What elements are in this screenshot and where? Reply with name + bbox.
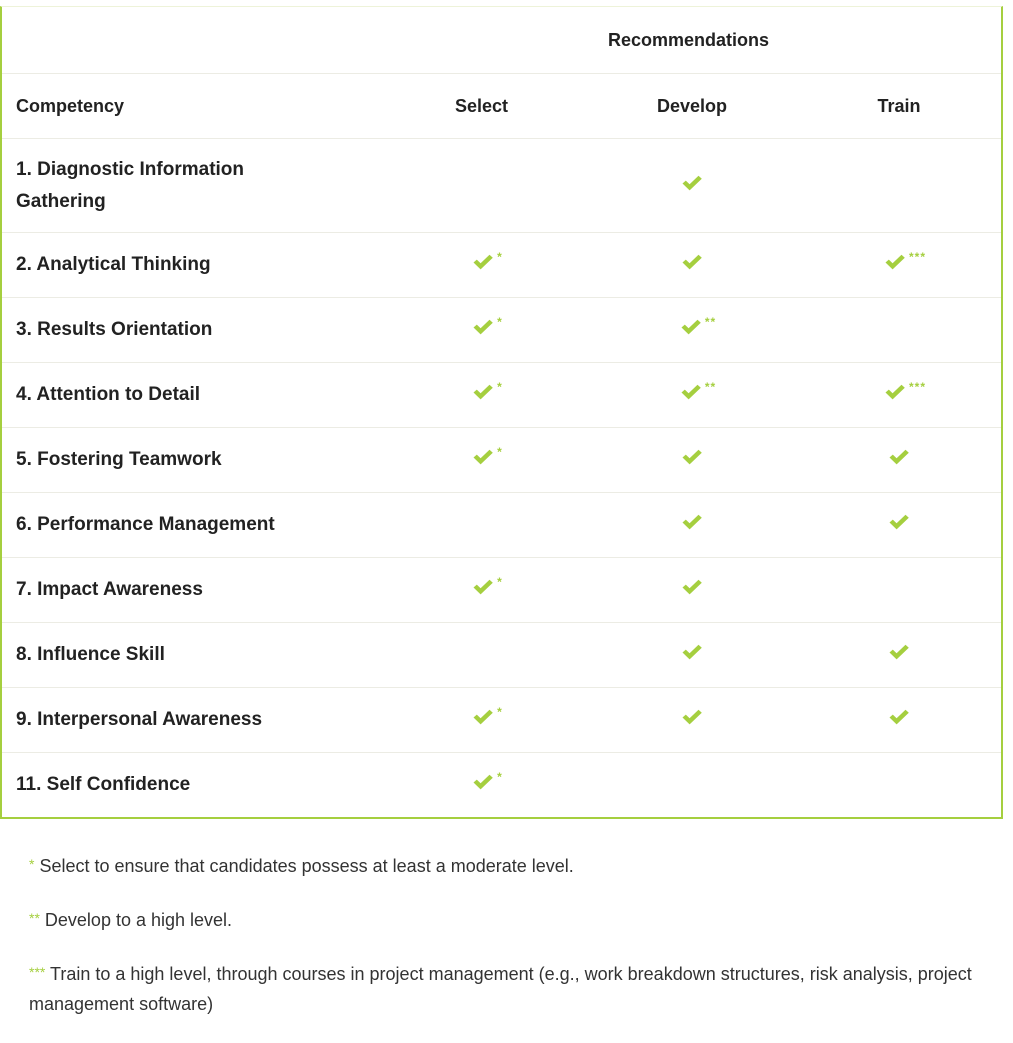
competency-name: 1. Diagnostic Information Gathering [2, 139, 376, 233]
competency-name: 11. Self Confidence [16, 774, 191, 795]
recommendation-mark [472, 250, 503, 271]
footnote-stars: * [497, 445, 503, 459]
recommendation-mark [884, 380, 927, 401]
cell-select [376, 623, 587, 688]
footnote-3 [29, 960, 989, 1019]
table-row [2, 139, 1001, 233]
cell-select [376, 298, 587, 363]
cell-develop [587, 623, 797, 688]
footnote-symbol: ** [29, 910, 40, 926]
footnote-stars: * [497, 315, 503, 329]
cell-develop [587, 363, 797, 428]
competency-name: 8. Influence Skill [2, 623, 376, 688]
recommendations-header: Recommendations [376, 7, 1001, 74]
recommendation-mark [680, 315, 717, 336]
checkmark-icon [472, 383, 494, 401]
footnote-stars: * [497, 380, 503, 394]
recommendation-mark [681, 708, 703, 726]
cell-select [376, 493, 587, 558]
cell-develop [587, 139, 797, 233]
competency-name: 9. Interpersonal Awareness [2, 688, 376, 753]
cell-develop [587, 558, 797, 623]
footnote-symbol: * [29, 856, 35, 872]
recommendation-mark [472, 705, 503, 726]
cell-train [797, 233, 1001, 298]
cell-select [376, 363, 587, 428]
competency-name: 6. Performance Management [2, 493, 376, 558]
footnote-text: Develop to a high level. [39, 910, 233, 930]
recommendation-mark [472, 315, 503, 336]
table-row [2, 688, 1001, 753]
checkmark-icon [888, 513, 910, 531]
footnote-text: Select to ensure that candidates possess at least a moderate level. [34, 856, 574, 876]
cell-train [797, 623, 1001, 688]
footnote-1 [29, 852, 989, 882]
checkmark-icon [888, 708, 910, 726]
checkmark-icon [472, 708, 494, 726]
footnote-stars: ** [704, 380, 717, 394]
competency-table [0, 6, 1003, 819]
competency-name: 4. Attention to Detail [2, 363, 376, 428]
cell-train [797, 298, 1001, 363]
recommendation-mark [888, 643, 910, 661]
recommendation-mark [472, 380, 503, 401]
recommendation-mark [472, 445, 503, 466]
recommendation-mark [888, 708, 910, 726]
column-header-train: Train [797, 74, 1001, 139]
table-row [2, 493, 1001, 558]
checkmark-icon [681, 708, 703, 726]
checkmark-icon [681, 174, 703, 192]
checkmark-icon [472, 318, 494, 336]
table-row [2, 623, 1001, 688]
checkmark-icon [680, 383, 702, 401]
footnote-stars: * [497, 575, 503, 589]
checkmark-icon [681, 643, 703, 661]
competency-name: 5. Fostering Teamwork [2, 428, 376, 493]
cell-select [376, 688, 587, 753]
cell-develop [587, 428, 797, 493]
checkmark-icon [472, 578, 494, 596]
cell-train [797, 558, 1001, 623]
footnote-stars: * [497, 770, 503, 784]
checkmark-icon [681, 448, 703, 466]
footnote-2 [29, 906, 989, 936]
recommendation-mark [681, 578, 703, 596]
checkmark-icon [472, 253, 494, 271]
table-row [2, 558, 1001, 623]
checkmark-icon [680, 318, 702, 336]
group-header-spacer [2, 7, 376, 74]
recommendation-mark [888, 448, 910, 466]
cell-train [797, 139, 1001, 233]
column-header-develop: Develop [587, 74, 797, 139]
table-row [2, 233, 1001, 298]
cell-train [797, 363, 1001, 428]
cell-train [797, 428, 1001, 493]
footnote-symbol: *** [29, 964, 46, 980]
checkmark-icon [888, 643, 910, 661]
checkmark-icon [681, 578, 703, 596]
cell-develop [587, 233, 797, 298]
checkmark-icon [681, 513, 703, 531]
table-row [2, 298, 1001, 363]
table-row [2, 363, 1001, 428]
cell-select [376, 753, 587, 818]
footnote-stars: ** [704, 315, 717, 329]
group-header-row [2, 7, 1001, 74]
recommendation-mark [681, 513, 703, 531]
recommendation-mark [680, 380, 717, 401]
cell-select [376, 558, 587, 623]
checkmark-icon [884, 253, 906, 271]
recommendation-mark [884, 250, 927, 271]
cell-train [797, 493, 1001, 558]
cell-train [797, 753, 1001, 818]
footnote-text: Train to a high level, through courses in project management (e.g., work breakdown structures, risk analysis, project management software) [29, 964, 972, 1014]
cell-develop [587, 493, 797, 558]
footnote-stars: *** [909, 250, 927, 264]
footnote-stars: * [497, 705, 503, 719]
cell-train [797, 688, 1001, 753]
column-header-competency: Competency [2, 74, 376, 139]
competency-name: 3. Results Orientation [2, 298, 376, 363]
checkmark-icon [884, 383, 906, 401]
recommendation-mark [681, 174, 703, 192]
table-row [2, 428, 1001, 493]
checkmark-icon [888, 448, 910, 466]
checkmark-icon [681, 253, 703, 271]
cell-develop [587, 298, 797, 363]
recommendation-mark [472, 575, 503, 596]
checkmark-icon [472, 448, 494, 466]
competency-name: 7. Impact Awareness [2, 558, 376, 623]
footnotes [29, 852, 989, 1043]
cell-select [376, 139, 587, 233]
footnote-stars: * [497, 250, 503, 264]
checkmark-icon [472, 773, 494, 791]
column-header-row [2, 74, 1001, 139]
competency-name: 2. Analytical Thinking [2, 233, 376, 298]
footnote-stars: *** [909, 380, 927, 394]
cell-develop [587, 753, 797, 818]
table-row [2, 753, 1001, 818]
recommendation-mark [681, 448, 703, 466]
recommendation-mark [888, 513, 910, 531]
column-header-select: Select [376, 74, 587, 139]
cell-develop [587, 688, 797, 753]
cell-select [376, 428, 587, 493]
recommendation-mark [681, 643, 703, 661]
recommendation-mark [472, 770, 503, 791]
recommendation-mark [681, 253, 703, 271]
cell-select [376, 233, 587, 298]
